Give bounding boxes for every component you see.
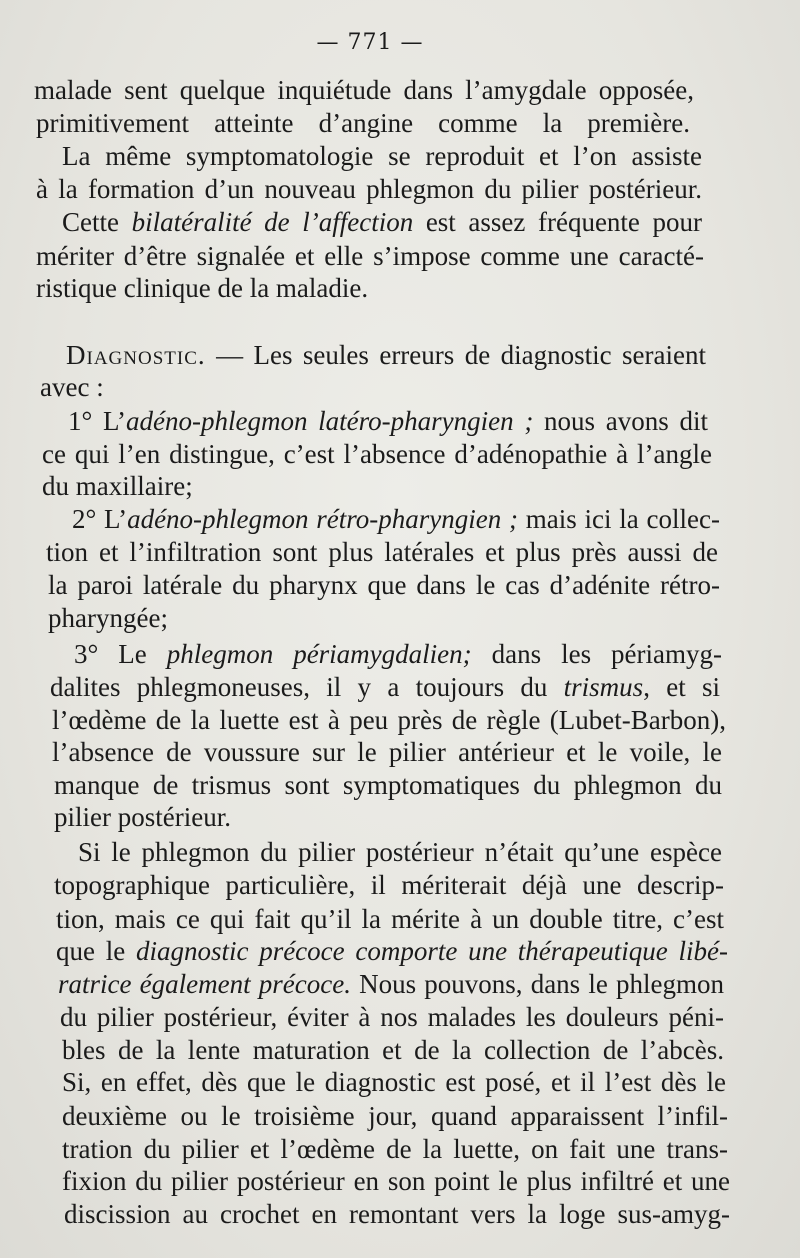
- text-run: tion, mais ce qui fait qu’il la mérite à un double titre, c’est: [56, 904, 724, 934]
- text-line: [48, 569, 720, 601]
- text-line: [74, 638, 722, 670]
- text-line: [52, 704, 726, 736]
- text-run: mais ici la collec-: [518, 504, 720, 534]
- italic-phrase: trismus: [563, 672, 644, 702]
- text-line: [42, 470, 208, 502]
- italic-phrase: phlegmon périamygdalien;: [166, 639, 472, 669]
- italic-phrase: bilatéralité de l’affection: [131, 207, 414, 237]
- text-run: Nous pouvons, dans le phlegmon: [350, 969, 724, 999]
- text-line: [58, 968, 724, 1000]
- text-run: Si le phlegmon du pilier postérieur n’était qu’une espèce: [78, 837, 722, 867]
- text-run: ce qui l’en distingue, c’est l’absence d’adénopathie à l’angle: [42, 439, 712, 469]
- text-line: [36, 173, 702, 205]
- text-line: [56, 903, 724, 935]
- text-run: est assez fréquente pour: [413, 207, 702, 237]
- text-line: [60, 1001, 724, 1033]
- text-run: manque de trismus sont symptomatiques du phlegmon du: [54, 770, 722, 800]
- text-run: bles de la lente maturation et de la collection de l’abcès.: [62, 1035, 724, 1065]
- text-line: [62, 1066, 726, 1098]
- text-run: ristique clinique de la maladie.: [36, 273, 369, 303]
- text-line: [54, 801, 242, 833]
- text-line: [36, 107, 690, 139]
- text-run: primitivement atteinte d’angine comme la première.: [36, 108, 690, 138]
- text-run: du maxillaire;: [42, 471, 193, 501]
- text-run: topographique particulière, il mériterait déjà une descrip-: [54, 870, 724, 900]
- text-line: [34, 74, 694, 106]
- text-line: [62, 1034, 724, 1066]
- text-run: 3° Le: [74, 639, 167, 669]
- italic-phrase: adéno-phlegmon latéro-pharyngien ;: [126, 406, 534, 436]
- text-run: fixion du pilier postérieur en son point le plus infiltré et une: [62, 1166, 730, 1196]
- text-line: [36, 240, 704, 272]
- text-run: du pilier postérieur, éviter à nos malades les douleurs péni-: [60, 1002, 724, 1032]
- italic-phrase: adéno-phlegmon rétro-pharyngien ;: [127, 504, 519, 534]
- text-run: pharyngée;: [48, 603, 168, 633]
- text-run: Cette: [62, 207, 132, 237]
- text-run: la paroi latérale du pharynx que dans le cas d’adénite rétro-: [48, 570, 720, 600]
- text-run: 1° L’: [68, 406, 127, 436]
- text-line: [54, 869, 724, 901]
- text-run: avec :: [40, 372, 104, 402]
- italic-phrase: diagnostic précoce comporte une thérapeutique libé-: [135, 936, 728, 966]
- text-line: [62, 206, 702, 238]
- text-run: Si, en effet, dès que le diagnostic est posé, et il l’est dès le: [62, 1067, 726, 1097]
- text-run: nous avons dit: [533, 406, 708, 436]
- text-run: tion et l’infiltration sont plus latérales et plus près aussi de: [46, 537, 718, 567]
- text-line: [64, 1198, 730, 1230]
- text-line: [54, 769, 722, 801]
- text-line: [62, 140, 702, 172]
- text-run: malade sent quelque inquiétude dans l’amygdale opposée,: [34, 75, 694, 105]
- text-run: pilier postérieur.: [54, 802, 231, 832]
- text-line: [68, 405, 708, 437]
- text-run: que le: [56, 936, 136, 966]
- text-run: — Les seules erreurs de diagnostic seraient: [205, 340, 706, 370]
- text-run: tration du pilier et l’œdème de la luette, on fait une trans-: [62, 1134, 728, 1164]
- text-line: [72, 503, 720, 535]
- text-run: , et si: [643, 672, 720, 702]
- text-run: l’œdème de la luette est à peu près de règle (Lubet-Barbon),: [52, 705, 726, 735]
- italic-phrase: ratrice également précoce.: [58, 969, 351, 999]
- text-line: [48, 602, 178, 634]
- text-line: [62, 1100, 728, 1132]
- text-run: dans les périamyg-: [471, 639, 723, 669]
- text-run: dalites phlegmoneuses, il y a toujours du: [50, 672, 564, 702]
- text-line: [52, 736, 722, 768]
- section-heading: Diagnostic.: [66, 340, 206, 370]
- text-run: discission au crochet en remontant vers la loge sus-amyg-: [64, 1199, 730, 1229]
- text-line: [66, 339, 706, 371]
- text-line: [56, 935, 728, 967]
- text-run: 2° L’: [72, 504, 128, 534]
- text-line: [36, 272, 380, 304]
- text-run: La même symptomatologie se reproduit et l’on assiste: [62, 141, 702, 171]
- text-line: [46, 536, 718, 568]
- text-run: à la formation d’un nouveau phlegmon du pilier postérieur.: [36, 174, 702, 204]
- text-run: l’absence de voussure sur le pilier antérieur et le voile, le: [52, 737, 722, 767]
- text-run: deuxième ou le troisième jour, quand apparaissent l’infil-: [62, 1101, 728, 1131]
- text-line: [40, 371, 122, 403]
- text-run: mériter d’être signalée et elle s’impose comme une caracté-: [36, 241, 704, 271]
- text-line: [42, 438, 712, 470]
- text-line: [50, 671, 720, 703]
- text-line: [78, 836, 722, 868]
- text-line: [62, 1165, 730, 1197]
- page-number: — 771 —: [316, 30, 424, 55]
- text-line: [62, 1133, 728, 1165]
